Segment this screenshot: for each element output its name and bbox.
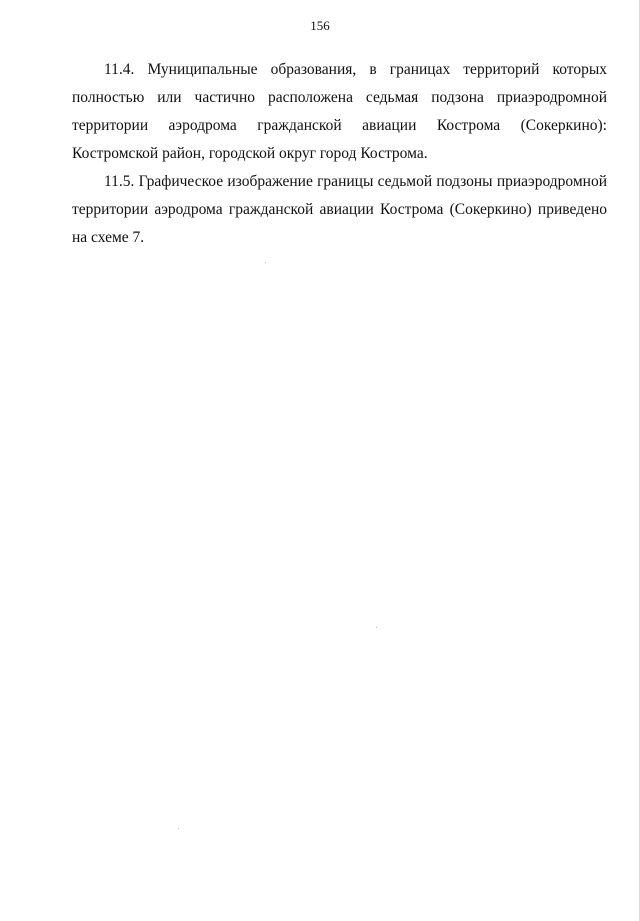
paragraph-11-4: 11.4. Муниципальные образования, в границах территорий которых полностью или частично расположена седьмая подзона приаэродромной территории аэродрома гражданской авиации Кострома (Сокеркино): Костромской район, городской округ город Кострома. <box>72 61 607 162</box>
scan-speck <box>178 828 179 829</box>
page-number: 156 <box>310 18 330 33</box>
document-body <box>72 56 607 252</box>
scan-speck <box>265 262 266 263</box>
paragraph-11-5: 11.5. Графическое изображение границы седьмой подзоны приаэродромной территории аэродрома гражданской авиации Кострома (Сокеркино) приведено на схеме 7. <box>72 173 607 246</box>
scan-speck <box>376 627 377 628</box>
